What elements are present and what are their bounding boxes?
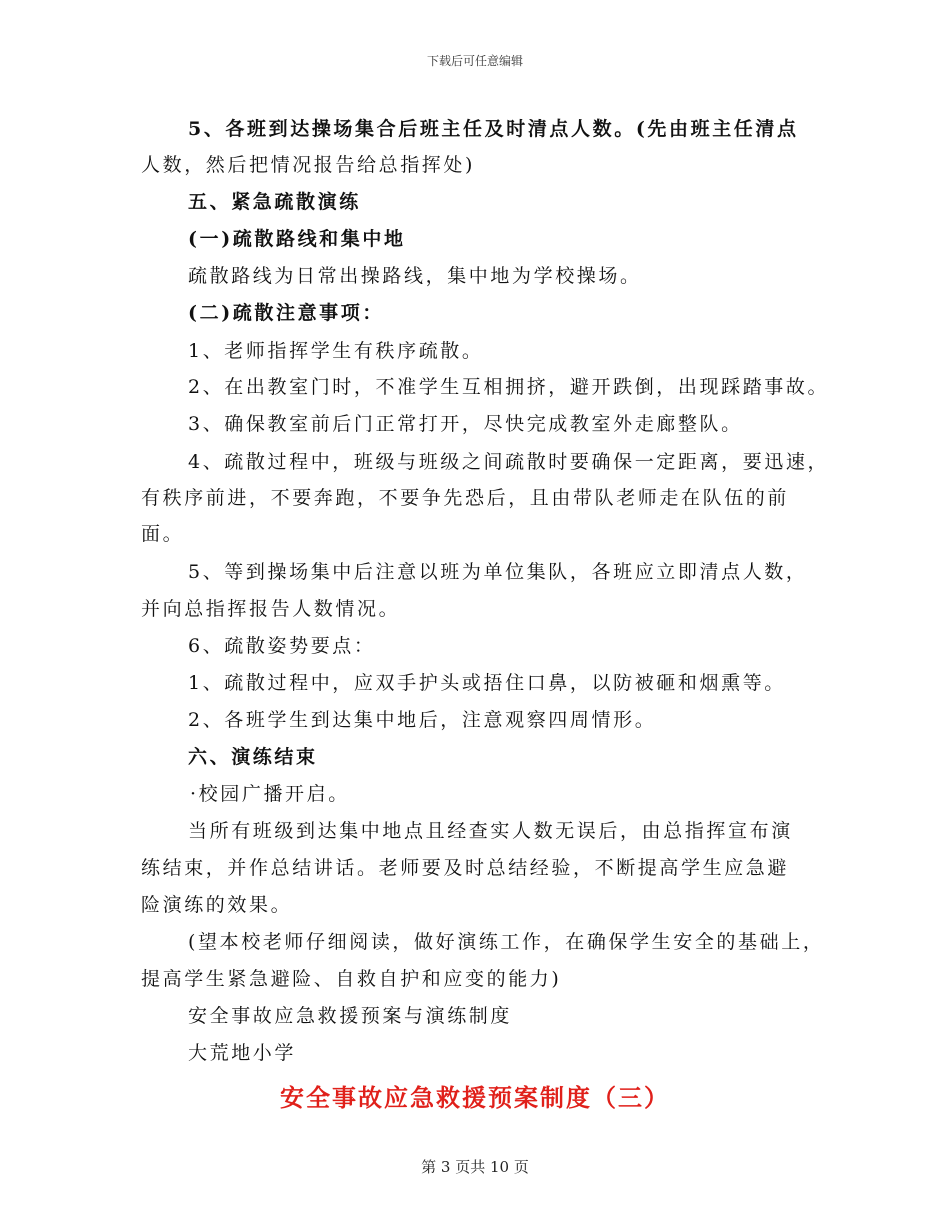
- subsection-heading: (一)疏散路线和集中地: [188, 228, 406, 250]
- document-subtitle: 安全事故应急救援预案与演练制度: [188, 1005, 513, 1027]
- list-item: 3、确保教室前后门正常打开，尽快完成教室外走廊整队。: [188, 413, 743, 435]
- list-item: 5、等到操场集中后注意以班为单位集队，各班应立即清点人数，: [188, 561, 808, 583]
- list-item: 2、在出教室门时，不准学生互相拥挤，避开跌倒，出现踩踏事故。: [188, 376, 830, 398]
- section-heading: 五、紧急疏散演练: [188, 191, 361, 213]
- paragraph-line: 疏散路线为日常出操路线，集中地为学校操场。: [188, 265, 642, 287]
- list-item: 1、疏散过程中，应双手护头或捂住口鼻，以防被砸和烟熏等。: [188, 672, 786, 694]
- paragraph-line: (望本校老师仔细阅读，做好演练工作，在确保学生安全的基础上，: [188, 931, 825, 953]
- bullet-item: ·校园广播开启。: [190, 783, 350, 805]
- paragraph-line: 当所有班级到达集中地点且经查实人数无误后，由总指挥宣布演: [188, 820, 793, 842]
- paragraph-line: 并向总指挥报告人数情况。: [141, 598, 401, 620]
- page-header: 下载后可任意编辑: [426, 54, 523, 68]
- paragraph-line: 险演练的效果。: [141, 894, 293, 916]
- list-item: 1、老师指挥学生有秩序疏散。: [188, 340, 484, 362]
- paragraph-line: 练结束，并作总结讲话。老师要及时总结经验，不断提高学生应急避: [141, 857, 790, 879]
- page-footer: 第 3 页共 10 页: [421, 1158, 529, 1176]
- paragraph-line: 面。: [141, 523, 185, 545]
- paragraph-line: 人数，然后把情况报告给总指挥处): [141, 154, 476, 176]
- paragraph-line: 有秩序前进，不要奔跑，不要争先恐后，且由带队老师走在队伍的前: [141, 487, 790, 509]
- paragraph-line: 5、各班到达操场集合后班主任及时清点人数。(先由班主任清点: [188, 118, 799, 140]
- section-title: 安全事故应急救援预案制度（三）: [280, 1083, 670, 1112]
- section-heading: 六、演练结束: [188, 746, 318, 768]
- list-item: 6、疏散姿势要点：: [188, 635, 376, 657]
- paragraph-line: 提高学生紧急避险、自救自护和应变的能力): [141, 968, 562, 990]
- subsection-heading: (二)疏散注意事项：: [188, 302, 384, 324]
- list-item: 2、各班学生到达集中地后，注意观察四周情形。: [188, 709, 657, 731]
- school-name: 大荒地小学: [188, 1042, 297, 1064]
- list-item: 4、疏散过程中，班级与班级之间疏散时要确保一定距离，要迅速，: [188, 451, 830, 473]
